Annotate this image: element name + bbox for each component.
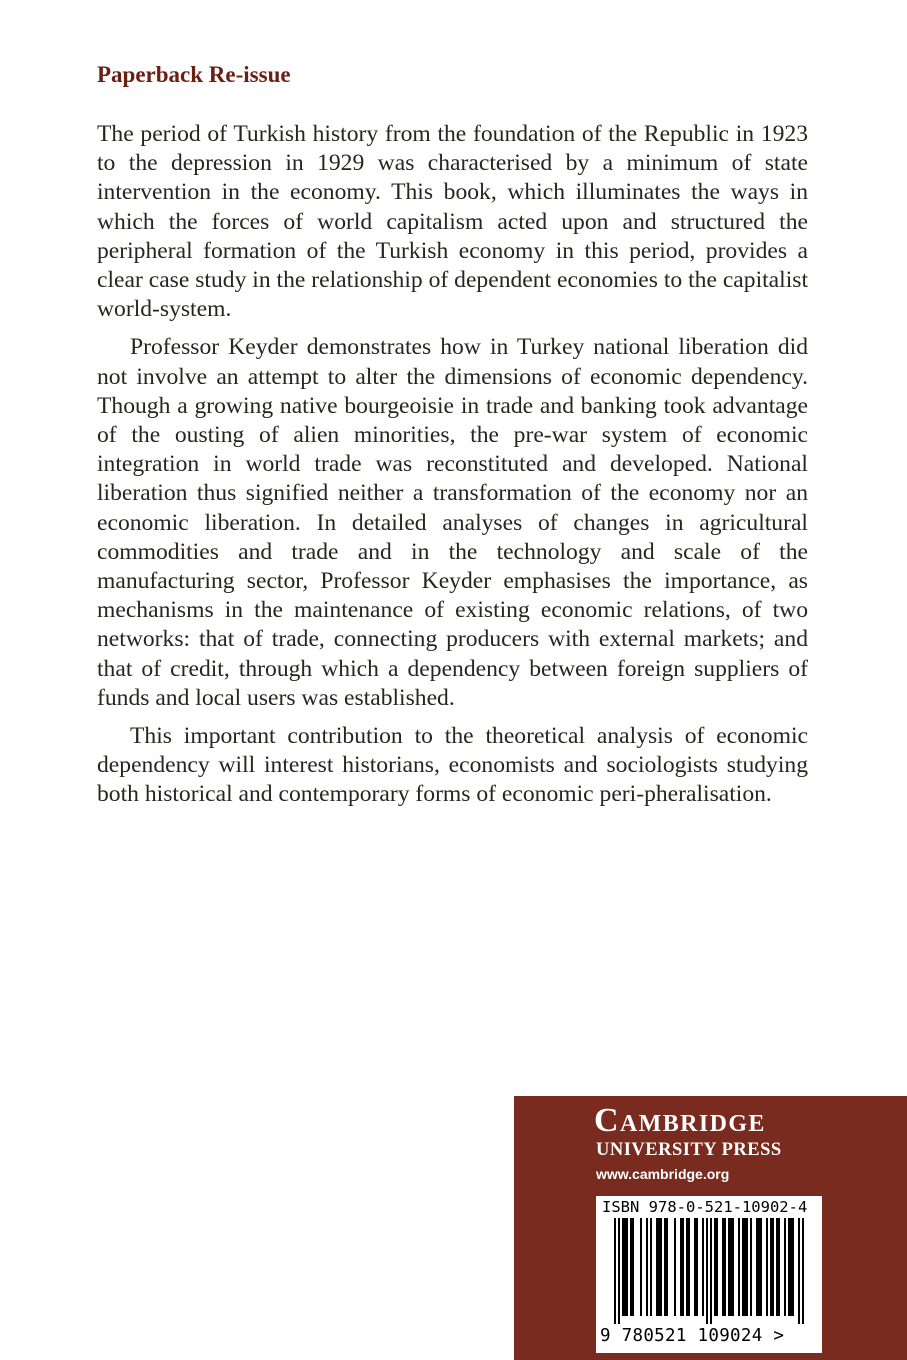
barcode-bar <box>772 1218 774 1316</box>
barcode-bar <box>776 1218 778 1316</box>
publisher-panel <box>514 1096 907 1360</box>
barcode-bar <box>626 1218 628 1316</box>
barcode-bar <box>738 1218 740 1316</box>
barcode-bar <box>760 1218 762 1316</box>
barcode-bar <box>622 1218 624 1316</box>
barcode-bar <box>666 1218 668 1316</box>
barcode-bar <box>770 1218 772 1316</box>
barcode-bar <box>724 1218 726 1316</box>
barcode-bar <box>722 1218 724 1316</box>
barcode-bar <box>694 1218 696 1316</box>
barcode-bar <box>784 1218 786 1316</box>
barcode-bars <box>596 1218 822 1326</box>
barcode-bar <box>758 1218 760 1316</box>
description-paragraph-2: Professor Keyder demonstrates how in Turkey national liberation did not involve an attempt to alter the dimensions of economic dependency. Though a growing native bourgeoisie in trade and banking took advantage of the ousting of alien minorities, the pre-war system of economic integration in world trade was reconstituted and developed. National liberation thus signified neither a transformation of the economy nor an economic liberation. In detailed analyses of changes in agricultural commodities and trade and in the technology and scale of the manufacturing sector, Professor Keyder emphasises the importance, as mechanisms in the maintenance of existing economic relations, of two networks: that of trade, connecting producers with external markets; and that of credit, through which a dependency between foreign suppliers of funds and local users was established. <box>97 334 808 711</box>
barcode-bar <box>702 1218 704 1316</box>
barcode-bar <box>792 1218 794 1316</box>
description-paragraph-1: The period of Turkish history from the foundation of the Republic in 1923 to the depression in 1929 was characterised by a minimum of state intervention in the economy. This book, which illuminates the ways in which the forces of world capitalism acted upon and structured the peripheral formation of the Turkish economy in this period, provides a clear case study in the relationship of dependent economies to the capitalist world-system. <box>97 121 808 323</box>
barcode-bar <box>732 1218 734 1316</box>
barcode-bar <box>778 1218 780 1316</box>
barcode-bar <box>706 1218 708 1324</box>
barcode-bar <box>632 1218 634 1316</box>
barcode-bar <box>750 1218 752 1316</box>
barcode-bar <box>646 1218 648 1316</box>
barcode-bar <box>686 1218 688 1316</box>
barcode-bar <box>682 1218 684 1316</box>
barcode-bar <box>640 1218 642 1316</box>
barcode-bar <box>688 1218 690 1316</box>
barcode-bar <box>624 1218 626 1316</box>
barcode-bar <box>664 1218 666 1316</box>
barcode-bar <box>716 1218 718 1316</box>
barcode-bar <box>766 1218 768 1316</box>
isbn-label: ISBN 978-0-521-10902-4 <box>602 1198 808 1216</box>
barcode-bar <box>614 1218 616 1324</box>
barcode-bar <box>660 1218 662 1316</box>
barcode-bar <box>714 1218 716 1316</box>
barcode-bar <box>802 1218 804 1324</box>
barcode-bar <box>730 1218 732 1316</box>
page-heading: Paperback Re-issue <box>97 62 291 87</box>
barcode-bar <box>788 1218 790 1316</box>
barcode-bar <box>728 1218 730 1316</box>
ean-digits: 9 780521 109024 > <box>600 1326 785 1346</box>
barcode-bar <box>790 1218 792 1316</box>
barcode-bar <box>680 1218 682 1316</box>
barcode-bar <box>744 1218 746 1316</box>
barcode-bar <box>742 1218 744 1316</box>
barcode-bar <box>656 1218 658 1316</box>
barcode-bar <box>618 1218 620 1324</box>
description-paragraph-3: This important contribution to the theoretical analysis of economic dependency will interest historians, economists and sociologists studying both historical and contemporary forms of economic peri-pheralisation. <box>97 723 808 808</box>
publisher-logo-subtitle: UNIVERSITY PRESS <box>596 1140 782 1160</box>
barcode-bar <box>756 1218 758 1316</box>
isbn-barcode <box>596 1196 822 1353</box>
barcode-bar <box>798 1218 800 1324</box>
barcode-bar <box>674 1218 676 1316</box>
barcode-bar <box>630 1218 632 1316</box>
barcode-bar <box>696 1218 698 1316</box>
book-description <box>97 120 808 819</box>
barcode-bar <box>650 1218 652 1316</box>
barcode-bar <box>658 1218 660 1316</box>
publisher-url: www.cambridge.org <box>596 1166 730 1182</box>
barcode-bar <box>710 1218 712 1324</box>
barcode-bar <box>746 1218 748 1316</box>
publisher-logo-name: Cambridge <box>594 1102 766 1139</box>
